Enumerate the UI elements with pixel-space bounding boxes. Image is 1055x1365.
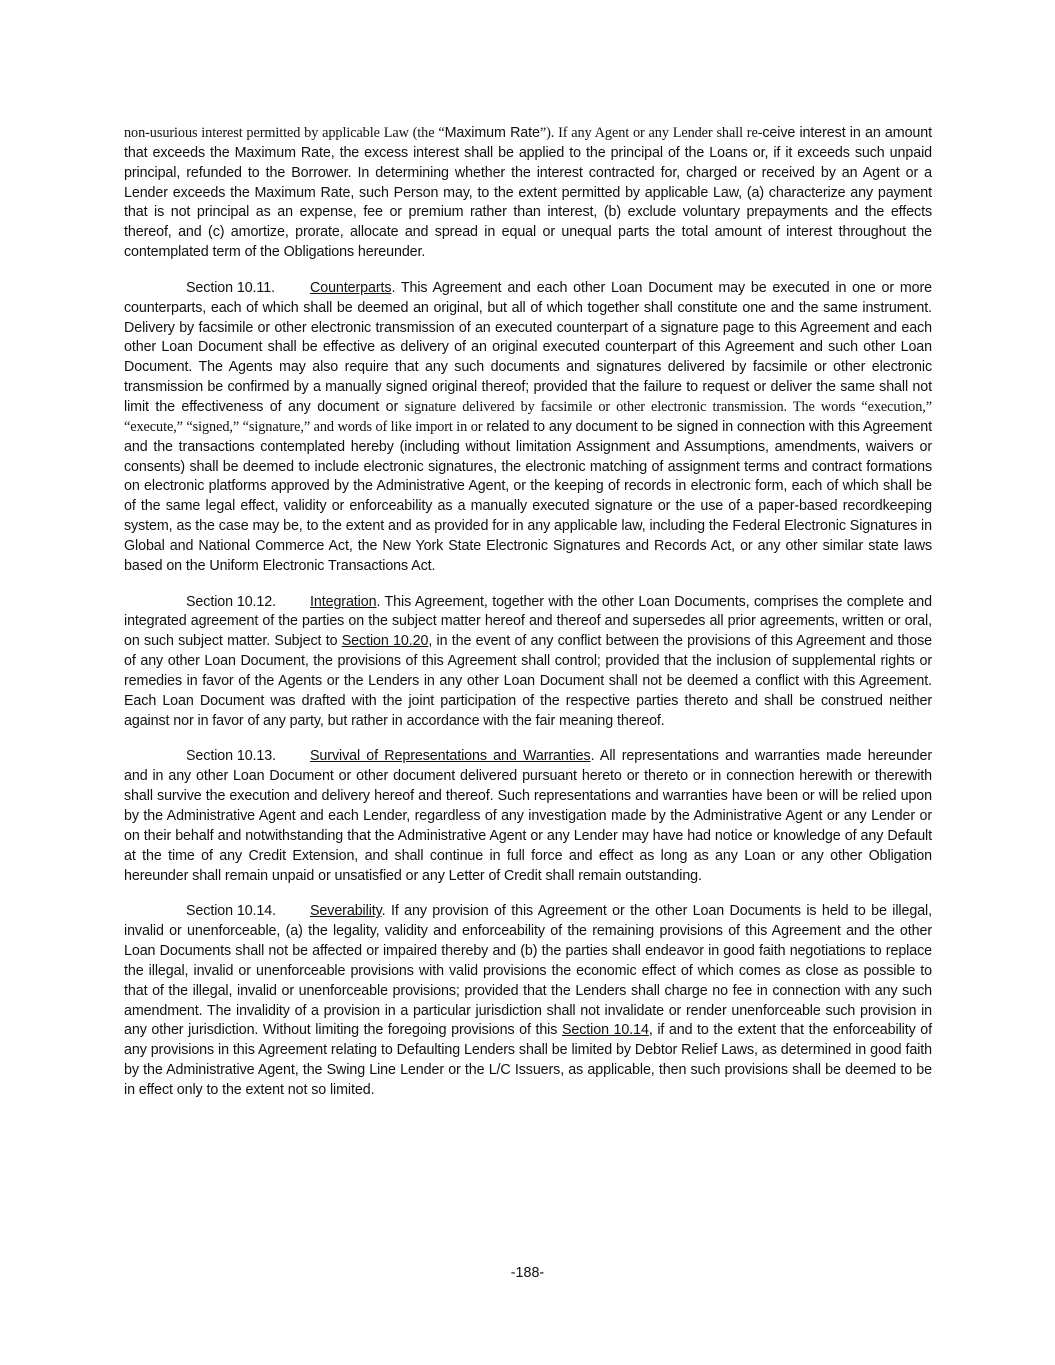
continuation-text-serif-2: ”). If any Agent or any Lender shall re- bbox=[539, 125, 763, 141]
continuation-text-serif: non-usurious interest permitted by applicable Law (the “ bbox=[124, 125, 445, 141]
section-number: Section 10.14. bbox=[186, 903, 277, 920]
section-10-12-paragraph bbox=[124, 593, 932, 732]
section-body-continued: , if and to the extent that the enforceability of any provisions in this Agreement relating to Defaulting Lenders shall be limited by Debtor Relief Laws, as determined in good faith by the Administrative Agent, the Swing Line Lender or the L/C Issuers, as applicable, then such provisions shall be deemed to be in effect only to the extent not so limited. bbox=[124, 1022, 933, 1098]
section-title: Integration bbox=[310, 593, 377, 610]
section-body: . This Agreement, together with the other Loan Documents, comprises the complete and integrated agreement of the parties on the subject matter hereof and thereof and supersedes all prior agreements, written or oral, on such subject matter. Subject to bbox=[124, 593, 932, 650]
section-body: . All representations and warranties made hereunder and in any other Loan Document or other document delivered pursuant hereto or thereto or in connection herewith or therewith shall survive the execution and delivery hereof and thereof. Such representations and warranties have been or will be relied upon by the Administrative Agent and each Lender, regardless of any investigation made by the Administrative Agent or any Lender or on their behalf and notwithstanding that the Administrative Agent or any Lender may have had notice or knowledge of any Default at the time of any Credit Extension, and shall continue in full force and effect as long as any Loan or any other Obligation hereunder shall remain unpaid or unsatisfied or any Letter of Credit shall remain outstanding. bbox=[124, 748, 933, 884]
section-body: . This Agreement and each other Loan Document may be executed in one or more counterparts, each of which shall be deemed an original, but all of which together shall constitute one and the same instrument. Delivery by facsimile or other electronic transmission of an executed counterpart of a signature page to this Agreement and each other Loan Document shall be effective as delivery of an original executed counterpart of this Agreement and such other Loan Document. The Agents may also require that any such documents and signatures delivered by facsimile or other electronic transmission be confirmed by a manually signed original thereof; provided that the failure to request or deliver the same shall not limit the effectiveness of any document or bbox=[124, 279, 932, 415]
section-number: Section 10.12. bbox=[186, 593, 277, 610]
section-title: Severability bbox=[310, 903, 382, 920]
section-title: Counterparts bbox=[310, 279, 392, 296]
section-body-serif: signature delivered by facsimile or other electronic transmission. The words “execution,” “execute,” “signed,” “signature,” and words of like import in or bbox=[124, 398, 932, 435]
section-body-continued: , in the event of any conflict between the provisions of this Agreement and those of any other Loan Document, the provisions of this Agreement shall control; provided that the inclusion of supplemental rights or remedies in favor of the Agents or the Lenders in any other Loan Document shall not be deemed a conflict with this Agreement. Each Loan Document was drafted with the joint participation of the respective parties thereto and shall be construed neither against nor in favor of any party, but rather in accordance with the fair meaning thereof. bbox=[124, 633, 933, 729]
defined-term-maximum-rate: Maximum Rate bbox=[444, 125, 540, 141]
section-cross-reference: Section 10.14 bbox=[561, 1022, 649, 1039]
section-10-14-paragraph bbox=[124, 902, 932, 1100]
section-body: . If any provision of this Agreement or the other Loan Documents is held to be illegal, invalid or unenforceable, (a) the legality, validity and enforceability of the remaining provisions of this Agreement and the other Loan Documents shall not be affected or impaired thereby and (b) the parties shall endeavor in good faith negotiations to replace the illegal, invalid or unenforceable provisions with valid provisions the economic effect of which comes as close as possible to that of the illegal, invalid or unenforceable provisions; provided that the Lenders shall charge no fee in connection with any such amendment. The invalidity of a provision in a particular jurisdiction shall not invalidate or render unenforceable such provision in any other jurisdiction. Without limiting the foregoing provisions of this bbox=[124, 903, 932, 1039]
section-number: Section 10.13. bbox=[186, 748, 277, 765]
page-number: -188- bbox=[510, 1265, 545, 1281]
continuation-text: ceive interest in an amount that exceeds the Maximum Rate, the excess interest shall be applied to the principal of the Loans or, if it exceeds such unpaid principal, refunded to the Borrower. In determining whether the interest contracted for, charged or received by an Agent or a Lender exceeds the Maximum Rate, such Person may, to the extent permitted by applicable Law, (a) characterize any payment that is not principal as an expense, fee or premium rather than interest, (b) exclude voluntary prepayments and the effects thereof, and (c) amortize, prorate, allocate and spread in equal or unequal parts the total amount of interest throughout the contemplated term of the Obligations hereunder. bbox=[124, 125, 933, 261]
section-body-continued: related to any document to be signed in connection with this Agreement and the transactions contemplated hereby (including without limitation Assignment and Assumptions, amendments, waivers or consents) shall be deemed to include electronic signatures, the electronic matching of assignment terms and contract formations on electronic platforms approved by the Administrative Agent, or the keeping of records in electronic form, each of which shall be of the same legal effect, validity or enforceability as a manually executed signature or the use of a paper-based recordkeeping system, as the case may be, to the extent and as provided for in any applicable law, including the Federal Electronic Signatures in Global and National Commerce Act, the New York State Electronic Signatures and Records Act, or any other similar state laws based on the Uniform Electronic Transactions Act. bbox=[124, 418, 932, 574]
section-10-11-paragraph bbox=[124, 279, 932, 577]
document-page bbox=[124, 124, 932, 1117]
section-number: Section 10.11. bbox=[186, 279, 275, 296]
section-10-13-paragraph bbox=[124, 747, 932, 886]
section-cross-reference: Section 10.20 bbox=[341, 633, 429, 650]
continuation-paragraph bbox=[124, 124, 932, 263]
section-title: Survival of Representations and Warranties bbox=[310, 748, 591, 765]
